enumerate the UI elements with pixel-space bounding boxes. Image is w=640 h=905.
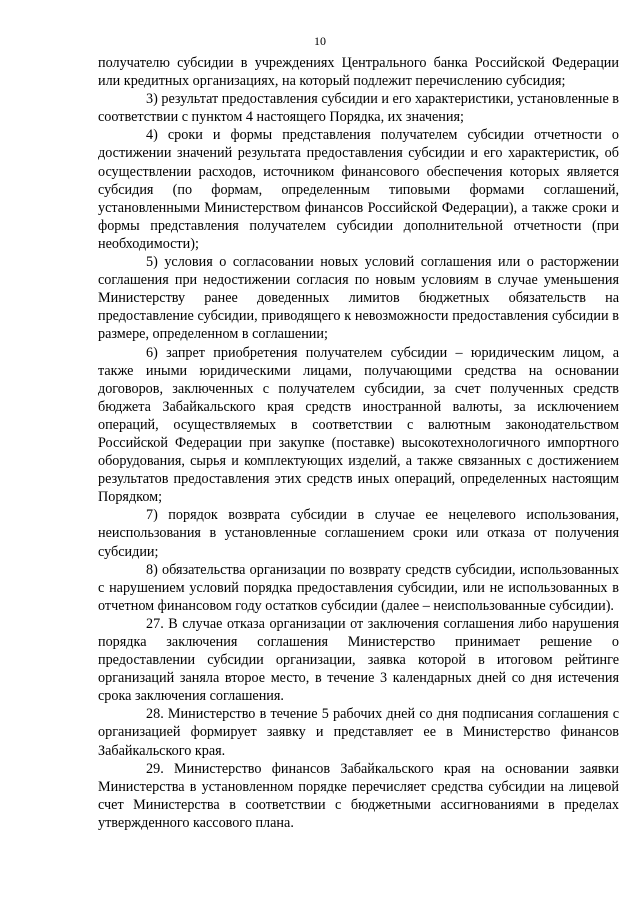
paragraph-continuation: получателю субсидии в учреждениях Центрального банка Российской Федерации или кредитных организациях, на который подлежит перечислению субсидия;: [98, 55, 619, 90]
page-number: 10: [314, 34, 326, 48]
document-body: [98, 54, 619, 832]
paragraph-item-5: 5) условия о согласовании новых условий соглашения или о расторжении соглашения при недостижении согласия по новым условиям в случае уменьшения Министерству ранее доведенных лимитов бюджетных обязательств на предоставление субсидии, приводящего к невозможности предоставления субсидии в размере, определенном в соглашении;: [98, 254, 619, 343]
paragraph-item-4: 4) сроки и формы представления получателем субсидии отчетности о достижении значений результата предоставления субсидии и его характеристик, об осуществлении расходов, источником финансового обеспечения которых является субсидия (по формам, определенным типовыми формами соглашений, установленными Министерством финансов Российской Федерации), а также сроки и формы представления получателем субсидии дополнительной отчетности (при необходимости);: [98, 127, 619, 252]
paragraph-item-8: 8) обязательства организации по возврату средств субсидии, использованных с нарушением условий порядка предоставления субсидии, или не использованных в отчетном финансовом году остатков субсидии (далее – неиспользованные субсидии).: [98, 561, 619, 614]
paragraph-clause-27: 27. В случае отказа организации от заключения соглашения либо нарушения порядка заключения соглашения Министерство принимает решение о предоставлении субсидии организации, заявка которой в итоговом рейтинге организаций заняла второе место, в течение 3 календарных дней со дня истечения срока заключения соглашения.: [98, 615, 619, 705]
paragraph-clause-28: 28. Министерство в течение 5 рабочих дней со дня подписания соглашения с организацией формирует заявку и представляет ее в Министерство финансов Забайкальского края.: [98, 706, 619, 759]
paragraph-item-6: 6) запрет приобретения получателем субсидии – юридическим лицом, а также иными юридическими лицами, получающими средства на основании договоров, заключенных с получателем субсидии, за счет полученных средств бюджета Забайкальского края средств иностранной валюты, за исключением операций, осуществляемых в соответствии с валютным законодательством Российской Федерации при закупке (поставке) высокотехнологичного импортного оборудования, сырья и комплектующих изделий, а также связанных с достижением результатов предоставления этих средств иных операций, определенных настоящим Порядком;: [98, 344, 619, 506]
paragraph-item-3: 3) результат предоставления субсидии и его характеристики, установленные в соответствии с пунктом 4 настоящего Порядка, их значения;: [98, 91, 620, 126]
paragraph-item-7: 7) порядок возврата субсидии в случае ее нецелевого использования, неиспользования в установленные соглашением сроки или отказа от получения субсидии;: [98, 507, 619, 560]
paragraph-clause-29: 29. Министерство финансов Забайкальского края на основании заявки Министерства в установленном порядке перечисляет средства субсидии на лицевой счет Министерства в соответствии с бюджетными ассигнованиями в пределах утвержденного кассового плана.: [98, 760, 619, 831]
